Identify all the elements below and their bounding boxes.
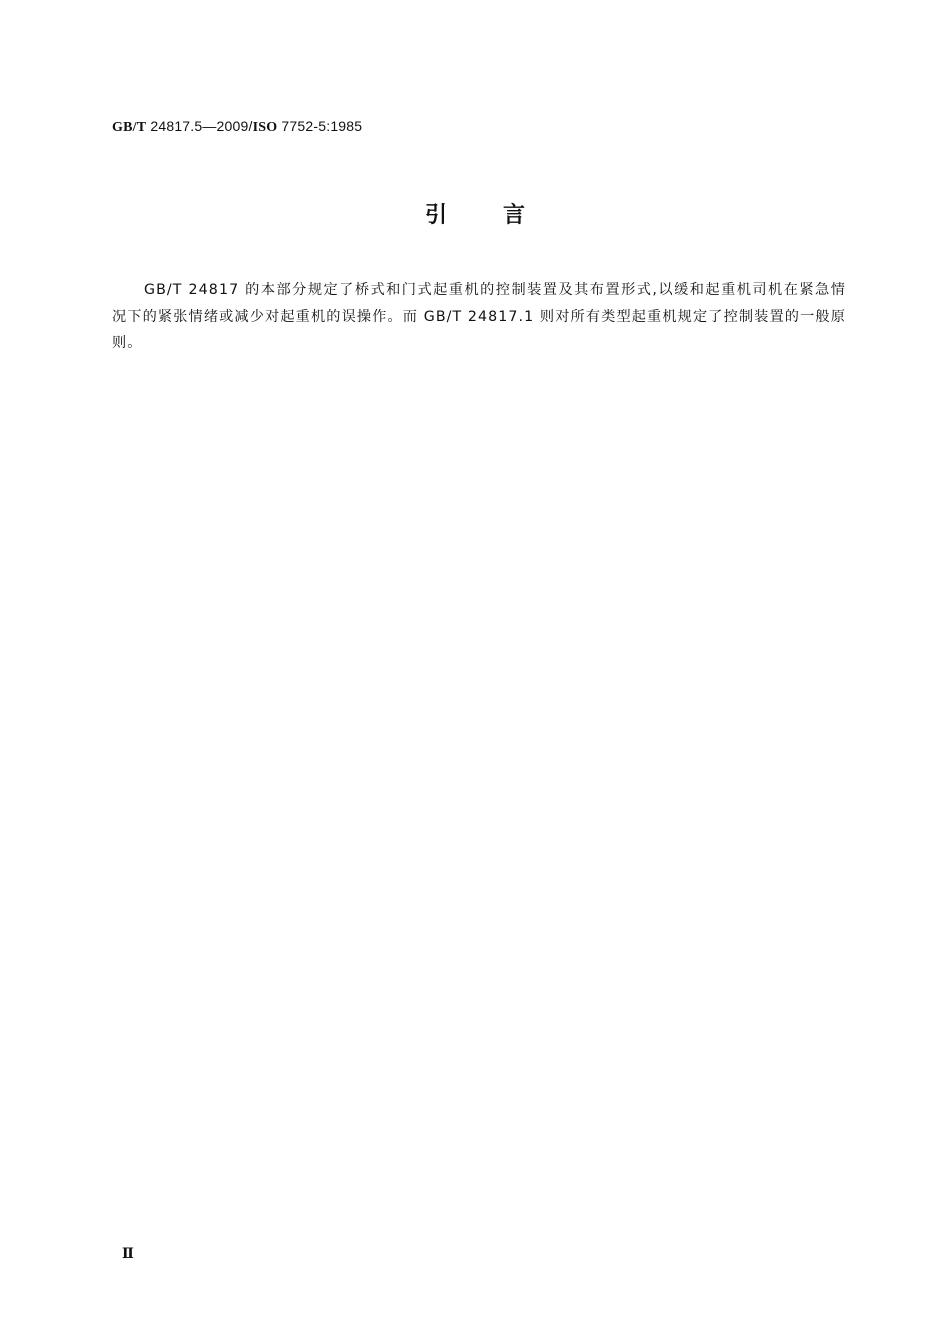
page-number: Ⅱ bbox=[122, 1247, 134, 1262]
standard-prefix: GB/T bbox=[112, 120, 147, 135]
intro-paragraph: GB/T 24817 的本部分规定了桥式和门式起重机的控制装置及其布置形式,以缓和起重机司机在紧急情况下的紧张情绪或减少对起重机的误操作。而 GB/T 24817.1 则对所有类型起重机规定了控制装置的一般原则。 bbox=[112, 282, 846, 351]
iso-prefix: ISO bbox=[252, 120, 278, 135]
standard-number: 24817.5—2009/ bbox=[146, 118, 253, 134]
standard-number-header bbox=[112, 118, 362, 136]
section-title: 引言 bbox=[424, 203, 581, 228]
iso-number: 7752-5:1985 bbox=[277, 118, 363, 134]
